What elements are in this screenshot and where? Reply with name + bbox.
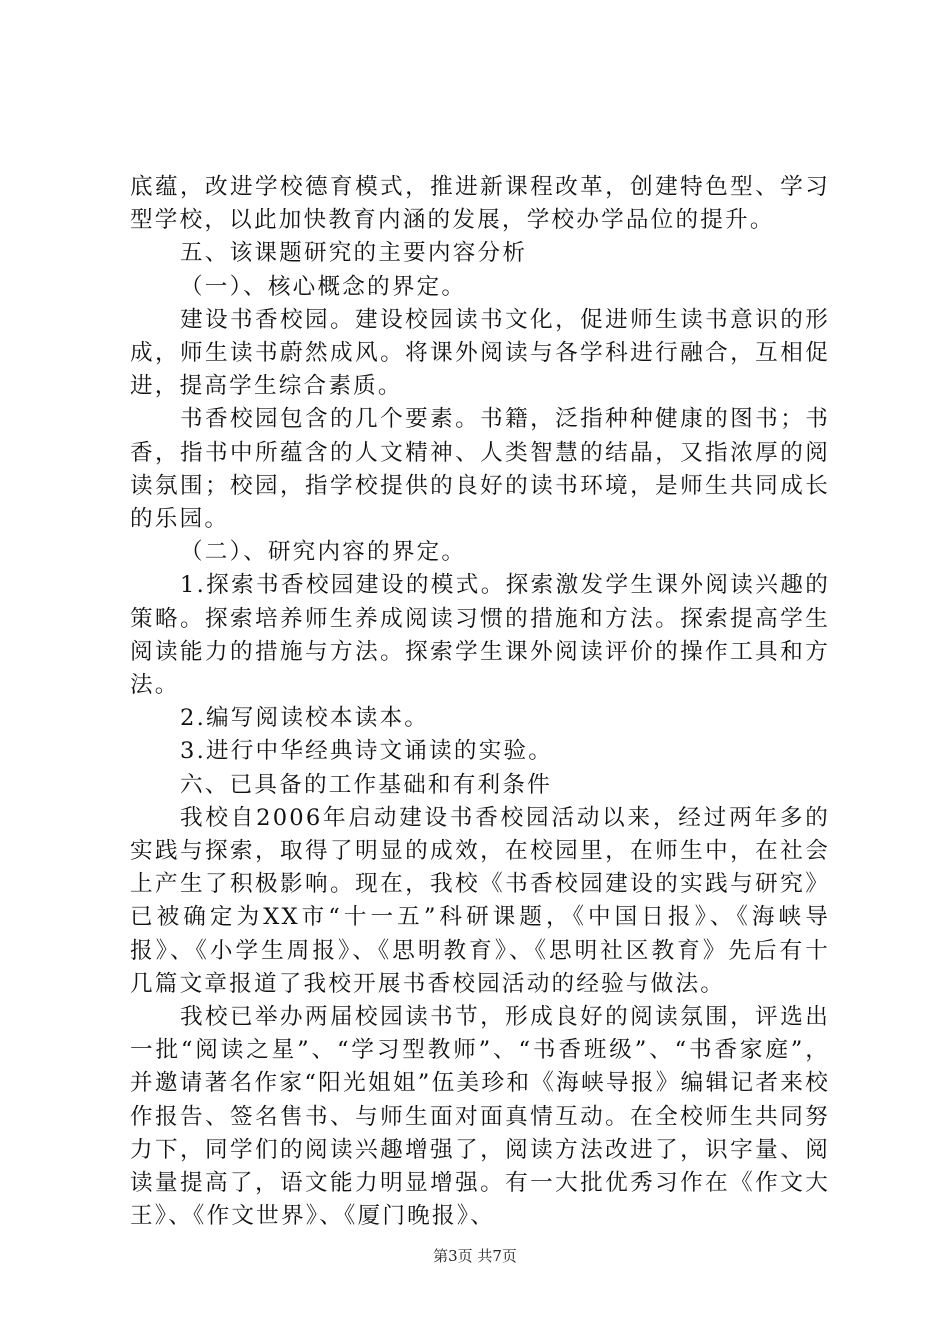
paragraph: 五、该课题研究的主要内容分析 [180,240,528,267]
paragraph: （一）、核心概念的界定。 [180,273,467,300]
paragraph: 建设书香校园。建设校园读书文化，促进师生读书意识的形成，师生读书蔚然成风。将课外阅读与各学科进行融合，互相促进，提高学生综合素质。 [130,306,830,400]
paragraph: 六、已具备的工作基础和有利条件 [180,771,552,798]
paragraph: 3.进行中华经典诗文诵读的实验。 [180,738,554,765]
paragraph: 2.编写阅读校本读本。 [180,705,430,732]
page-footer: 第3页 共7页 [433,1247,517,1265]
paragraph: 我校自2006年启动建设书香校园活动以来，经过两年多的实践与探索，取得了明显的成效，在校园里，在师生中，在社会上产生了积极影响。现在，我校《书香校园建设的实践与研究》已被确定为XX市“十一五”科研课题，《中国日报》、《海峡导报》、《小学生周报》、《思明教育》、《思明社区教育》先后有十几篇文章报道了我校开展书香校园活动的经验与做法。 [130,804,830,997]
paragraph: （二）、研究内容的界定。 [180,539,467,566]
document-body [130,171,830,1234]
paragraph: 我校已举办两届校园读书节，形成良好的阅读氛围，评选出一批“阅读之星”、“学习型教师”、“书香班级”、“书香家庭”，并邀请著名作家“阳光姐姐”伍美珍和《海峡导报》编辑记者来校作报告、签名售书、与师生面对面真情互动。在全校师生共同努力下，同学们的阅读兴趣增强了，阅读方法改进了，识字量、阅读量提高了，语文能力明显增强。有一大批优秀习作在《作文大王》、《作文世界》、《厦门晚报》、 [130,1004,830,1230]
paragraph: 1.探索书香校园建设的模式。探索激发学生课外阅读兴趣的策略。探索培养师生养成阅读习惯的措施和方法。探索提高学生阅读能力的措施与方法。探索学生课外阅读评价的操作工具和方法。 [130,572,830,699]
paragraph: 书香校园包含的几个要素。书籍，泛指种种健康的图书；书香，指书中所蕴含的人文精神、人类智慧的结晶，又指浓厚的阅读氛围；校园，指学校提供的良好的读书环境，是师生共同成长的乐园。 [130,406,830,533]
paragraph: 底蕴，改进学校德育模式，推进新课程改革，创建特色型、学习型学校，以此加快教育内涵的发展，学校办学品位的提升。 [130,174,830,234]
